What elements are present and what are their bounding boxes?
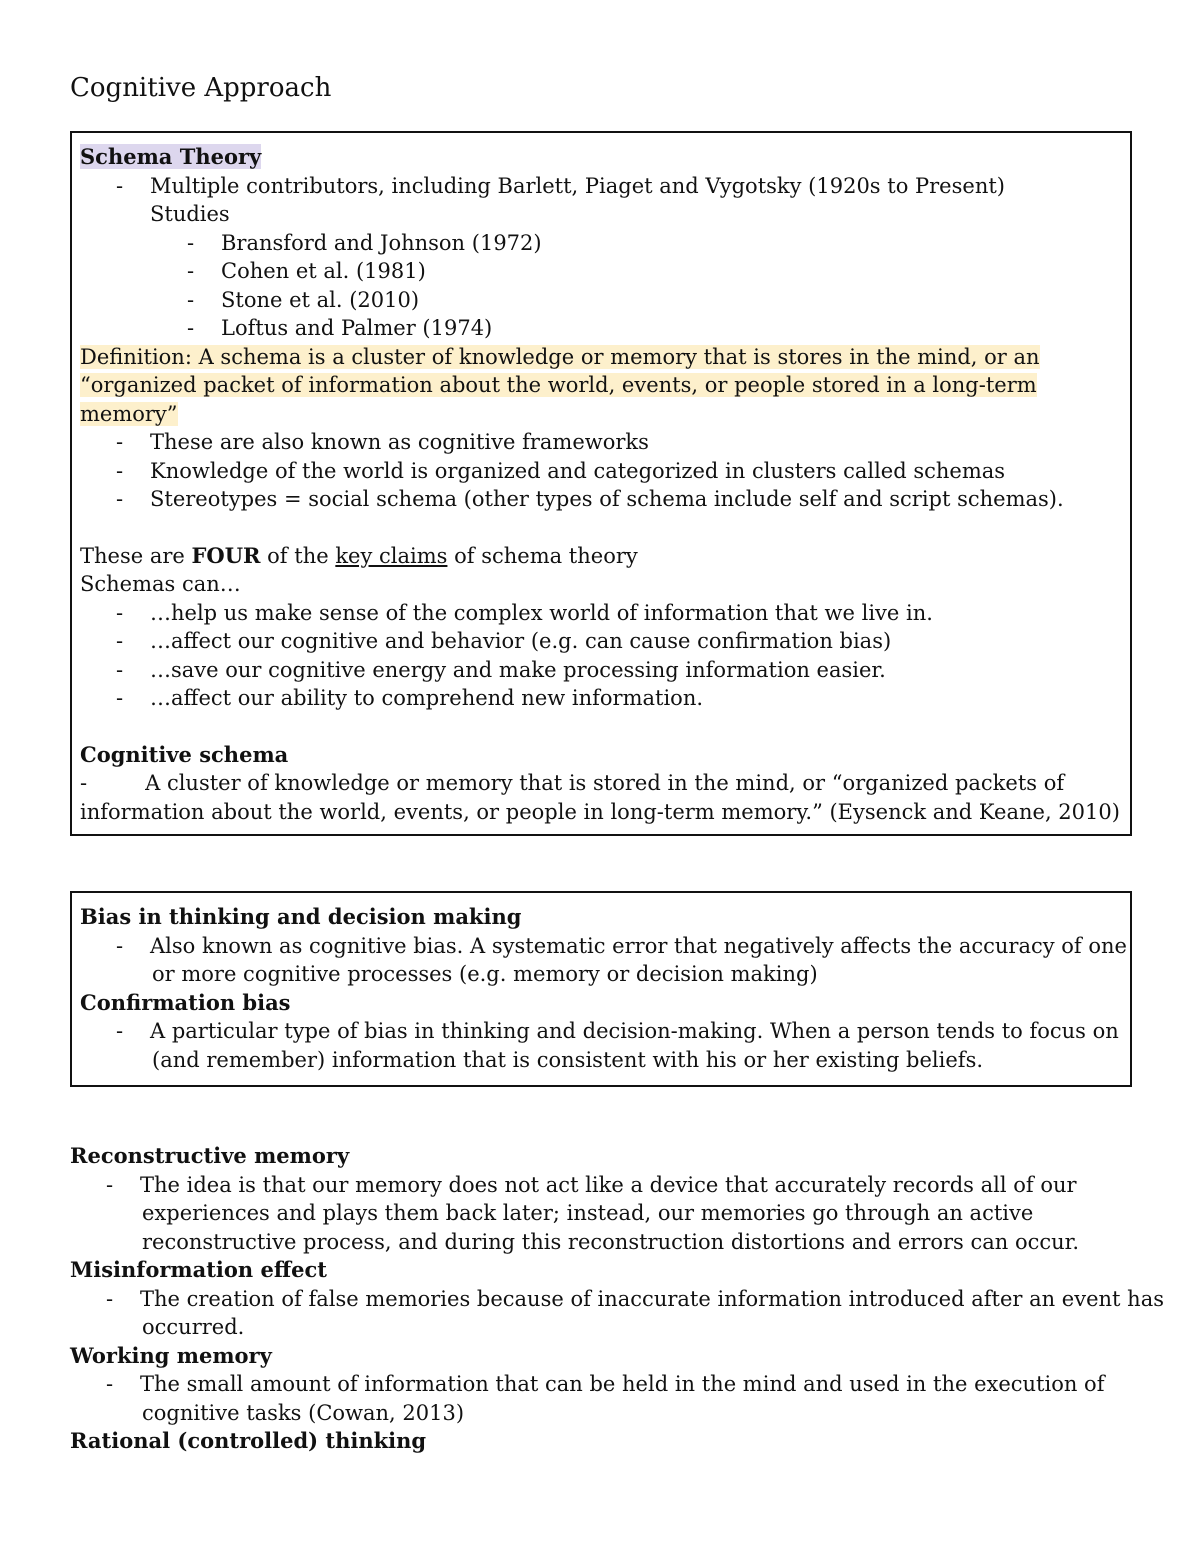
bullet-dash: - xyxy=(106,1286,114,1311)
study-item: - Cohen et al. (1981) xyxy=(80,257,1120,286)
bias-point-continued: or more cognitive processes (e.g. memory or decision making) xyxy=(152,962,818,986)
bullet-dash: - xyxy=(116,686,124,710)
key-claims-intro: These are FOUR of the key claims of schema theory xyxy=(80,542,638,568)
bullet-dash: - xyxy=(116,933,124,958)
terms-section xyxy=(70,1142,1164,1456)
bullet-dash: - xyxy=(80,771,88,795)
misinformation-effect-heading: Misinformation effect xyxy=(70,1257,327,1282)
bias-box xyxy=(70,891,1132,1087)
bullet-dash: - xyxy=(116,657,124,682)
confirmation-point: - A particular type of bias in thinking and decision-making. When a person tends to focus on xyxy=(80,1017,1120,1046)
claim-item: - …help us make sense of the complex world of information that we live in. xyxy=(80,599,1120,628)
claim-item: - …save our cognitive energy and make processing information easier. xyxy=(80,656,1120,685)
study-item: - Stone et al. (2010) xyxy=(80,286,1120,315)
reconstructive-point: - The idea is that our memory does not act like a device that accurately records all of our xyxy=(70,1171,1132,1200)
study-item: - Loftus and Palmer (1974) xyxy=(80,314,1120,343)
definition-line: “organized packet of information about the world, events, or people stored in a long-term xyxy=(80,373,1037,397)
schemas-can-label: Schemas can… xyxy=(80,572,241,596)
bullet-dash: - xyxy=(187,259,195,283)
rational-thinking-heading: Rational (controlled) thinking xyxy=(70,1428,427,1453)
bullet-dash: - xyxy=(116,430,124,454)
bullet-dash: - xyxy=(116,1019,124,1043)
cognitive-schema-line: information about the world, events, or people in long-term memory.” (Eysenck and Keane, 2010) xyxy=(80,799,1120,824)
bullet-dash: - xyxy=(106,1372,114,1396)
working-memory-point: - The small amount of information that can be held in the mind and used in the execution of xyxy=(70,1370,1132,1399)
studies-label: Studies xyxy=(150,202,230,226)
definition-point: - These are also known as cognitive frameworks xyxy=(80,428,1120,457)
bullet-dash: - xyxy=(187,230,195,255)
misinformation-point: - The creation of false memories because of inaccurate information introduced after an event has xyxy=(70,1285,1132,1314)
bullet-dash: - xyxy=(116,600,124,625)
reconstructive-point-continued: reconstructive process, and during this reconstruction distortions and errors can occur. xyxy=(142,1229,1080,1254)
cognitive-schema-line: - A cluster of knowledge or memory that is stored in the mind, or “organized packets of xyxy=(80,771,1065,795)
confirmation-point-continued: (and remember) information that is consistent with his or her existing beliefs. xyxy=(152,1047,984,1072)
definition-line: Definition: A schema is a cluster of knowledge or memory that is stores in the mind, or an xyxy=(80,344,1040,369)
bullet-dash: - xyxy=(116,173,124,198)
working-memory-heading: Working memory xyxy=(70,1342,272,1368)
definition-point: - Knowledge of the world is organized and categorized in clusters called schemas xyxy=(80,457,1120,486)
schema-theory-heading: Schema Theory xyxy=(80,144,262,169)
working-memory-point-continued: cognitive tasks (Cowan, 2013) xyxy=(142,1400,465,1425)
bullet-dash: - xyxy=(116,629,124,653)
claim-item: - …affect our cognitive and behavior (e.g. can cause confirmation bias) xyxy=(80,627,1120,656)
bullet-dash: - xyxy=(116,487,124,511)
reconstructive-memory-heading: Reconstructive memory xyxy=(70,1143,350,1168)
bullet-dash: - xyxy=(106,1172,114,1197)
claim-item: - …affect our ability to comprehend new information. xyxy=(80,684,1120,713)
cognitive-schema-heading: Cognitive schema xyxy=(80,741,289,767)
schema-theory-box xyxy=(70,131,1132,836)
bullet-dash: - xyxy=(116,458,124,483)
reconstructive-point-continued: experiences and plays them back later; instead, our memories go through an active xyxy=(142,1201,1034,1225)
bullet-dash: - xyxy=(187,287,195,312)
bias-heading: Bias in thinking and decision making xyxy=(80,904,522,929)
confirmation-bias-heading: Confirmation bias xyxy=(80,989,291,1015)
study-item: - Bransford and Johnson (1972) xyxy=(80,229,1120,258)
definition-line: memory” xyxy=(80,401,178,426)
page-title: Cognitive Approach xyxy=(70,73,332,103)
definition-point: - Stereotypes = social schema (other types of schema include self and script schemas). xyxy=(80,485,1120,514)
contributors-item: - Multiple contributors, including Barlett, Piaget and Vygotsky (1920s to Present) xyxy=(80,172,1120,201)
misinformation-point-continued: occurred. xyxy=(142,1315,245,1339)
bias-point: - Also known as cognitive bias. A systematic error that negatively affects the accuracy of one xyxy=(80,932,1120,961)
bullet-dash: - xyxy=(187,316,195,340)
